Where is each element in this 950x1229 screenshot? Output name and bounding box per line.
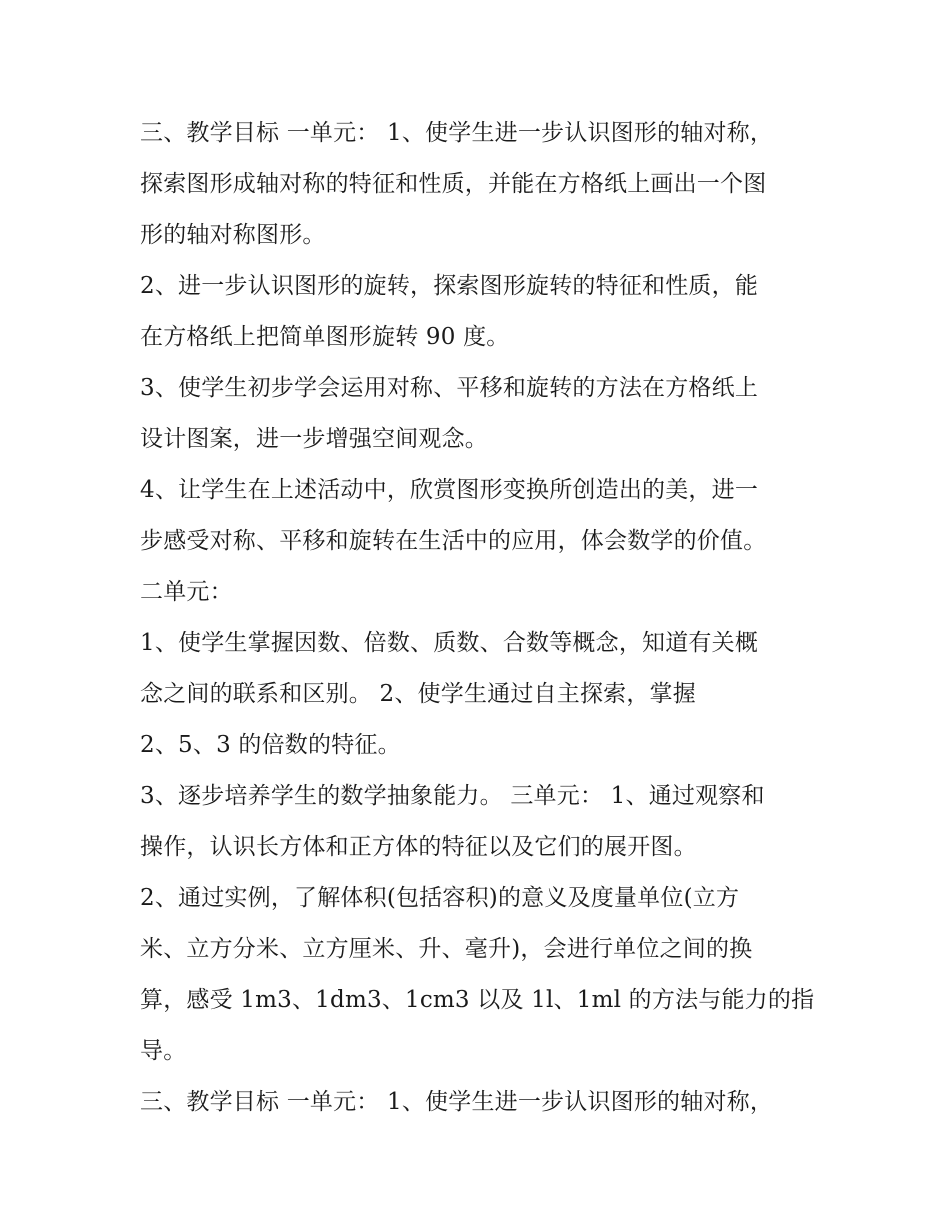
- text-line: 2、进一步认识图形的旋转，探索图形旋转的特征和性质，能: [140, 273, 759, 299]
- text-line: 2、通过实例，了解体积(包括容积)的意义及度量单位(立方: [140, 885, 740, 911]
- text-line: 设计图案，进一步增强空间观念。: [140, 426, 488, 452]
- text-line: 操作，认识长方体和正方体的特征以及它们的展开图。: [140, 834, 697, 860]
- text-line: 形的轴对称图形。: [140, 222, 326, 248]
- text-line: 米、立方分米、立方厘米、升、毫升)，会进行单位之间的换: [140, 936, 753, 962]
- text-line: 在方格纸上把简单图形旋转 90 度。: [140, 324, 510, 350]
- text-line: 二单元：: [140, 579, 233, 605]
- text-line: 3、使学生初步学会运用对称、平移和旋转的方法在方格纸上: [140, 375, 759, 401]
- text-line: 3、逐步培养学生的数学抽象能力。 三单元： 1、通过观察和: [140, 783, 765, 809]
- text-line: 导。: [140, 1038, 187, 1064]
- text-line: 念之间的联系和区别。 2、使学生通过自主探索，掌握: [140, 681, 696, 707]
- text-line: 算，感受 1m3、1dm3、1cm3 以及 1l、1ml 的方法与能力的指: [140, 987, 815, 1013]
- body-text: [140, 108, 830, 1128]
- text-line: 2、5、3 的倍数的特征。: [140, 732, 401, 758]
- text-line: 步感受对称、平移和旋转在生活中的应用，体会数学的价值。: [140, 528, 767, 554]
- text-line: 4、让学生在上述活动中，欣赏图形变换所创造出的美，进一: [140, 477, 759, 503]
- text-line: 1、使学生掌握因数、倍数、质数、合数等概念，知道有关概: [140, 630, 759, 656]
- text-line: 三、教学目标 一单元： 1、使学生进一步认识图形的轴对称，: [140, 120, 774, 146]
- text-line: 三、教学目标 一单元： 1、使学生进一步认识图形的轴对称，: [140, 1089, 774, 1115]
- text-line: 探索图形成轴对称的特征和性质，并能在方格纸上画出一个图: [140, 171, 767, 197]
